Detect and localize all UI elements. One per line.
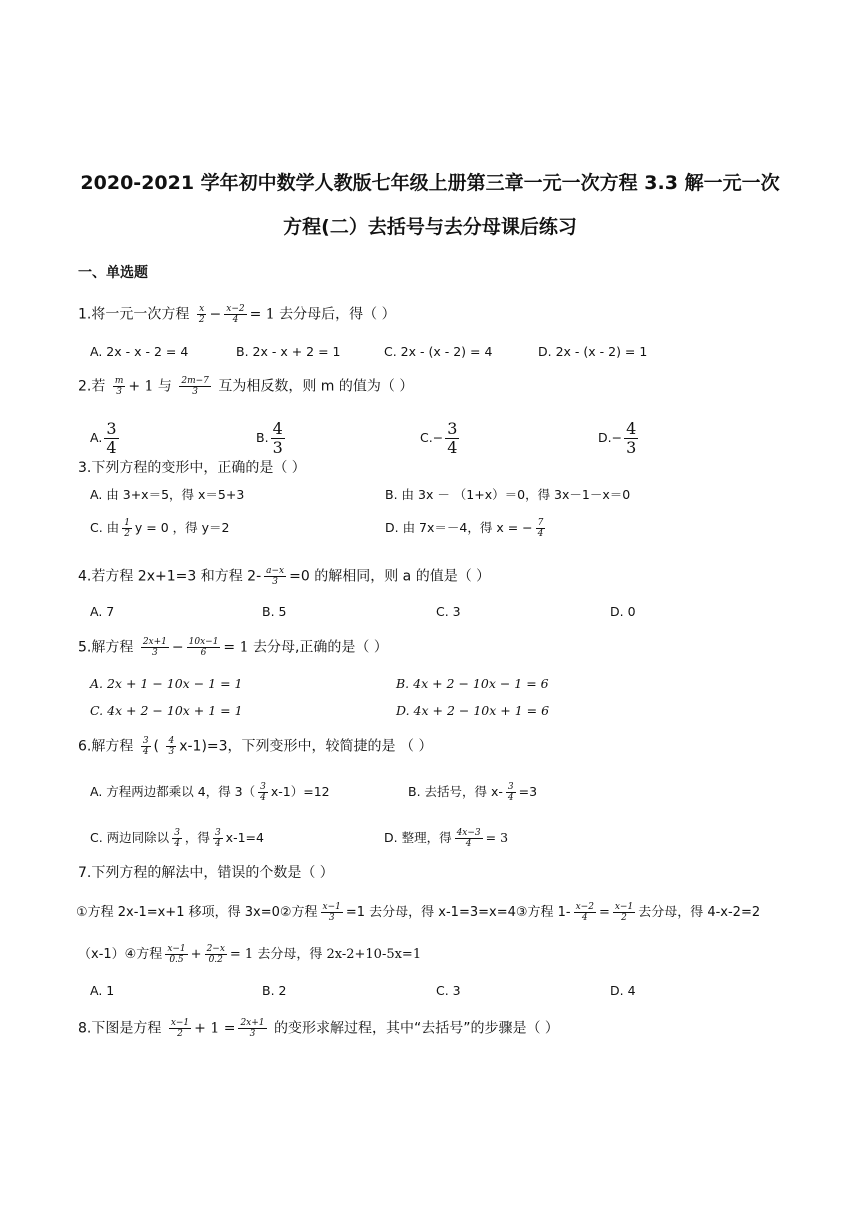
question-5: 5.解方程 $\frac{2x+1}{3}$ − $\frac{10x-1}{6}$ = 1 去分母,正确的是（ ）	[78, 637, 388, 658]
title-line-2: 方程(二）去括号与去分母课后练习	[283, 216, 577, 238]
q2-option-c[interactable]: C.− $\frac{3}{4}$	[420, 419, 458, 457]
q1-option-d[interactable]: D. 2x - (x - 2) = 1	[538, 344, 648, 359]
q5-option-a[interactable]: A. 2x + 1 − 10x − 1 = 1	[90, 676, 243, 691]
question-2: 2.若 $\frac{m}{3}$ + 1 与 $\frac{2m-7}{3}$ 互为相反数，则 m 的值为（ ）	[78, 376, 414, 397]
q1-option-a[interactable]: A. 2x - x - 2 = 4	[90, 344, 189, 359]
q7-option-d[interactable]: D. 4	[610, 983, 636, 998]
q6-option-a[interactable]: A. 方程两边都乘以 4，得 3（ $\frac{3}{4}$ x-1）=12	[90, 782, 330, 803]
q6-option-c[interactable]: C. 两边同除以 $\frac{3}{4}$ ，得 $\frac{3}{4}$ x-1=4	[90, 828, 264, 849]
question-1: 1.将一元一次方程 $\frac{x}{2}$ − $\frac{x-2}{4}$ = 1 去分母后，得（ ）	[78, 304, 396, 325]
question-7-line-1: ①方程 2x-1=x+1 移项，得 3x=0②方程 $\frac{x-1}{3}$ =1 去分母，得 x-1=3=x=4③方程 1- $\frac{x-2}{4}$ = $\frac{x-1}{2}$ 去分母，得 4-x-2=2	[76, 902, 761, 923]
q4-option-a[interactable]: A. 7	[90, 604, 115, 619]
q3-option-a[interactable]: A. 由 3+x＝5，得 x＝5+3	[90, 487, 245, 502]
title-line-1: 2020-2021 学年初中数学人教版七年级上册第三章一元一次方程 3.3 解一元一次	[80, 172, 780, 194]
q5-option-d[interactable]: D. 4x + 2 − 10x + 1 = 6	[396, 703, 550, 718]
q4-option-c[interactable]: C. 3	[436, 604, 461, 619]
q1-option-b[interactable]: B. 2x - x + 2 = 1	[236, 344, 341, 359]
question-6: 6.解方程 $\frac{3}{4}$ ( $\frac{4}{3}$ x-1)=3，下列变形中，较简捷的是 （ ）	[78, 736, 433, 757]
q2-option-d[interactable]: D.− $\frac{4}{3}$	[598, 419, 637, 457]
q7-option-a[interactable]: A. 1	[90, 983, 115, 998]
question-7: 7.下列方程的解法中，错误的个数是（ ）	[78, 865, 334, 881]
q2-option-b[interactable]: B. $\frac{4}{3}$	[256, 419, 283, 457]
q1-option-c[interactable]: C. 2x - (x - 2) = 4	[384, 344, 493, 359]
q5-option-c[interactable]: C. 4x + 2 − 10x + 1 = 1	[90, 703, 243, 718]
q7-option-c[interactable]: C. 3	[436, 983, 461, 998]
q4-option-d[interactable]: D. 0	[610, 604, 636, 619]
q7-option-b[interactable]: B. 2	[262, 983, 287, 998]
question-8: 8.下图是方程 $\frac{x-1}{2}$ + 1 = $\frac{2x+1}{3}$ 的变形求解过程，其中“去括号”的步骤是（ ）	[78, 1018, 559, 1039]
q4-option-b[interactable]: B. 5	[262, 604, 287, 619]
q3-option-c[interactable]: C. 由 $\frac{1}{2}$ y = 0 ，得 y＝2	[90, 518, 230, 539]
q5-option-b[interactable]: B. 4x + 2 − 10x − 1 = 6	[396, 676, 549, 691]
q3-option-b[interactable]: B. 由 3x － （1+x）＝0，得 3x－1－x＝0	[385, 487, 631, 502]
question-4: 4.若方程 2x+1=3 和方程 2- $\frac{a-x}{3}$ =0 的解相同，则 a 的值是（ ）	[78, 566, 491, 587]
q6-option-d[interactable]: D. 整理，得 $\frac{4x-3}{4}$ = 3	[384, 828, 509, 849]
q6-option-b[interactable]: B. 去括号，得 x- $\frac{3}{4}$ =3	[408, 782, 538, 803]
question-3: 3.下列方程的变形中，正确的是（ ）	[78, 460, 306, 476]
section-heading: 一、单选题	[78, 265, 148, 281]
q2-option-a[interactable]: A. $\frac{3}{4}$	[90, 419, 117, 457]
question-7-line-2: （x-1）④方程 $\frac{x-1}{0.5}$ + $\frac{2-x}{0.2}$ = 1 去分母，得 2x-2+10-5x=1	[78, 944, 422, 965]
q3-option-d[interactable]: D. 由 7x＝－4，得 x = − $\frac{7}{4}$	[385, 518, 544, 539]
